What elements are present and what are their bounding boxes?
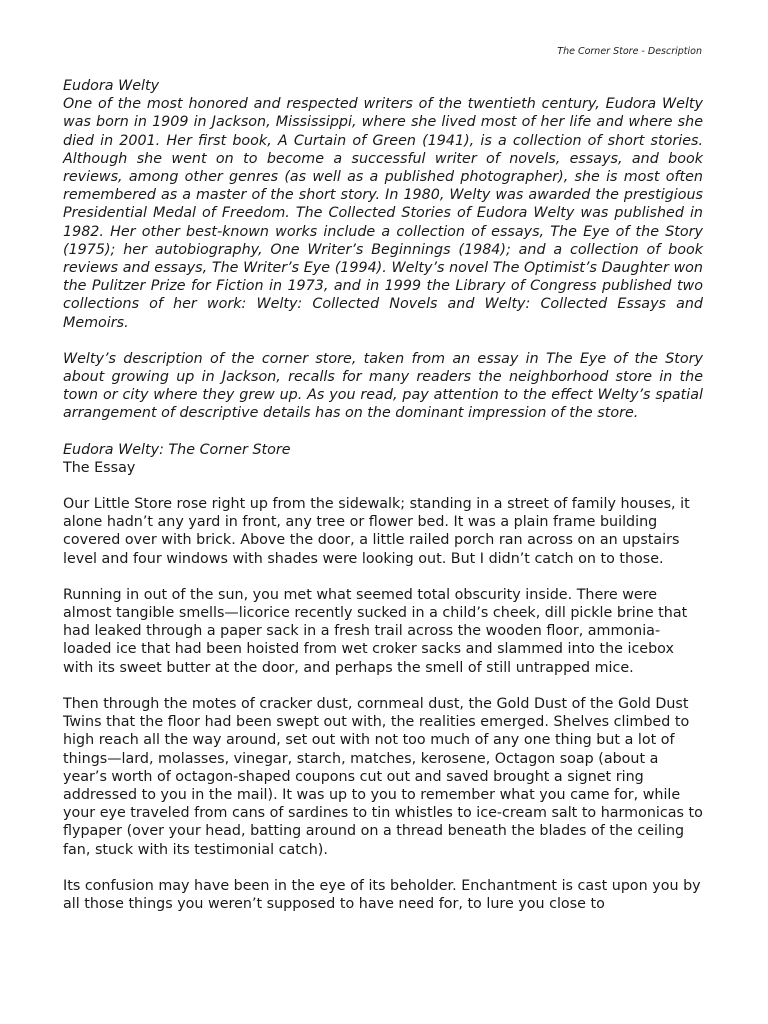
paragraph-spacer bbox=[63, 332, 703, 350]
intro-context-paragraph: Welty’s description of the corner store, taken from an essay in The Eye of the Story about growing up in Jackson, recalls for many readers the neighborhood store in the town or city where they grew up. As you read, pay attention to the effect Welty’s spatial arrangement of descriptive details has on the dominant impression of the store. bbox=[63, 350, 703, 422]
paragraph-spacer bbox=[63, 477, 703, 495]
intro-author-name: Eudora Welty bbox=[63, 78, 160, 94]
paragraph-spacer bbox=[63, 677, 703, 695]
paragraph-spacer bbox=[63, 859, 703, 877]
paragraph-spacer bbox=[63, 423, 703, 441]
intro-bio-paragraph: One of the most honored and respected writers of the twentieth century, Eudora Welty was born in 1909 in Jackson, Mississippi, where she lived most of her life and where she died in 2001. Her first book, A Curtain of Green (1941), is a collection of short stories. Although she went on to become a successful writer of novels, essays, and book reviews, among other genres (as well as a published photographer), she is most often remembered as a master of the short story. In 1980, Welty was awarded the prestigious Presidential Medal of Freedom. The Collected Stories of Eudora Welty was published in 1982. Her other best-known works include a collection of essays, The Eye of the Story (1975); her autobiography, One Writer’s Beginnings (1984); and a collection of book reviews and essays, The Writer’s Eye (1994). Welty’s novel The Optimist’s Daughter won the Pulitzer Prize for Fiction in 1973, and in 1999 the Library of Congress published two collections of her work: Welty: Collected Novels and Welty: Collected Essays and Memoirs. bbox=[63, 96, 703, 331]
essay-paragraph-4: Its confusion may have been in the eye of its beholder. Enchantment is cast upon you by all those things you weren’t supposed to have need for, to lure you close to bbox=[63, 877, 701, 912]
running-header: The Corner Store - Description bbox=[557, 46, 702, 57]
essay-title: Eudora Welty: The Corner Store bbox=[63, 441, 291, 458]
essay-paragraph-3: Then through the motes of cracker dust, cornmeal dust, the Gold Dust of the Gold Dust Twins that the floor had been swept out with, the realities emerged. Shelves climbed to high reach all the way around, set out with not too much of any one thing but a lot of things—lard, molasses, vinegar, starch, matches, kerosene, Octagon soap (about a year’s worth of octagon-shaped coupons cut out and saved brought a signet ring addressed to you in the mail). It was up to you to remember what you came for, while your eye traveled from cans of sardines to tin whistles to ice-cream salt to harmonicas to flypaper (over your head, batting around on a thread beneath the blades of the ceiling fan, stuck with its testimonial catch). bbox=[63, 695, 703, 858]
essay-paragraph-1: Our Little Store rose right up from the sidewalk; standing in a street of family houses, it alone hadn’t any yard in front, any tree or flower bed. It was a plain frame building covered over with brick. Above the door, a little railed porch ran across on an upstairs level and four windows with shades were looking out. But I didn’t catch on to those. bbox=[63, 496, 690, 567]
essay-paragraph-2: Running in out of the sun, you met what seemed total obscurity inside. There were almost tangible smells—licorice recently sucked in a child’s cheek, dill pickle brine that had leaked through a paper sack in a fresh trail across the wooden floor, ammonia-loaded ice that had been hoisted from wet croker sacks and slammed into the icebox with its sweet butter at the door, and perhaps the smell of still untrapped mice. bbox=[63, 586, 688, 676]
essay-subtitle: The Essay bbox=[63, 459, 136, 476]
document-body bbox=[63, 77, 703, 913]
paragraph-spacer bbox=[63, 568, 703, 586]
